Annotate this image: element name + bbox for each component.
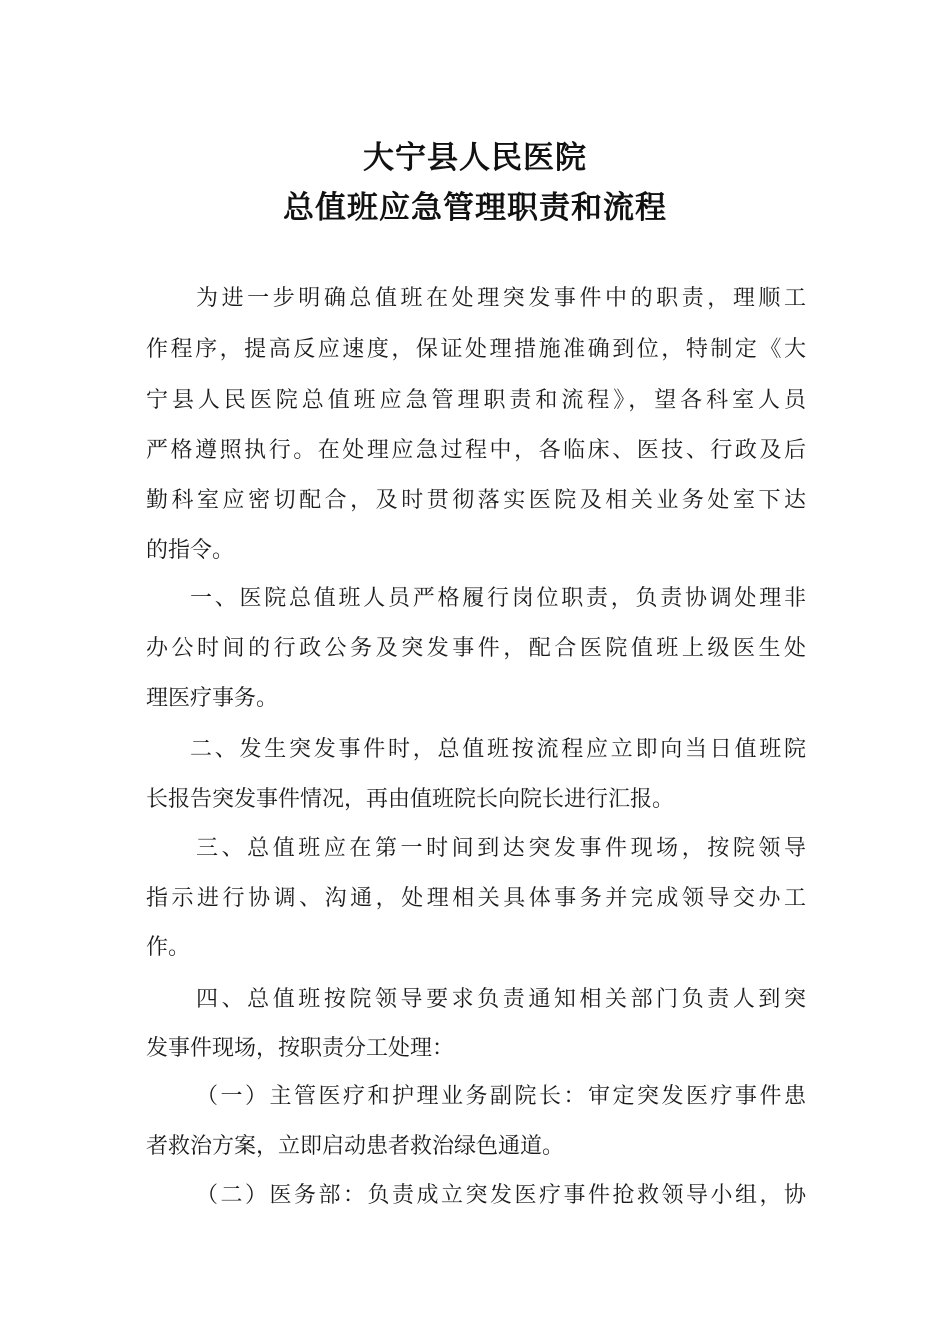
paragraph-item-3-line: 三、总值班应在第一时间到达突发事件现场，按院领导: [196, 836, 806, 861]
paragraph-item-3-line: 指示进行协调、沟通，处理相关具体事务并完成领导交办工: [146, 886, 806, 911]
paragraph-item-4-line: 四、总值班按院领导要求负责通知相关部门负责人到突: [196, 987, 806, 1012]
document-title-line-1: 大宁县人民医院: [363, 140, 587, 176]
paragraph-subitem-2-line: （二）医务部：负责成立突发医疗事件抢救领导小组，协: [196, 1183, 806, 1208]
paragraph-item-2-line: 二、发生突发事件时，总值班按流程应立即向当日值班院: [190, 737, 806, 762]
paragraph-intro-line: 宁县人民医院总值班应急管理职责和流程》，望各科室人员: [146, 388, 806, 413]
paragraph-item-1-line: 理医疗事务。: [146, 686, 279, 711]
paragraph-item-4-line: 发事件现场，按职责分工处理：: [146, 1036, 455, 1061]
paragraph-intro-line: 的指令。: [146, 538, 235, 563]
paragraph-subitem-1-line: 者救治方案，立即启动患者救治绿色通道。: [146, 1134, 565, 1159]
paragraph-intro-line: 作程序，提高反应速度，保证处理措施准确到位，特制定《大: [146, 337, 806, 362]
document-title-line-2: 总值班应急管理职责和流程: [283, 190, 667, 226]
paragraph-item-1-line: 办公时间的行政公务及突发事件，配合医院值班上级医生处: [146, 636, 806, 661]
paragraph-item-1-line: 一、医院总值班人员严格履行岗位职责，负责协调处理非: [190, 586, 806, 611]
paragraph-subitem-1-line: （一）主管医疗和护理业务副院长：审定突发医疗事件患: [196, 1084, 806, 1109]
paragraph-intro-line: 为进一步明确总值班在处理突发事件中的职责，理顺工: [196, 286, 806, 311]
paragraph-item-2-line: 长报告突发事件情况，再由值班院长向院长进行汇报。: [146, 787, 675, 812]
paragraph-intro-line: 勤科室应密切配合，及时贯彻落实医院及相关业务处室下达: [146, 488, 806, 513]
paragraph-intro-line: 严格遵照执行。在处理应急过程中，各临床、医技、行政及后: [146, 438, 806, 463]
paragraph-item-3-line: 作。: [146, 935, 191, 960]
